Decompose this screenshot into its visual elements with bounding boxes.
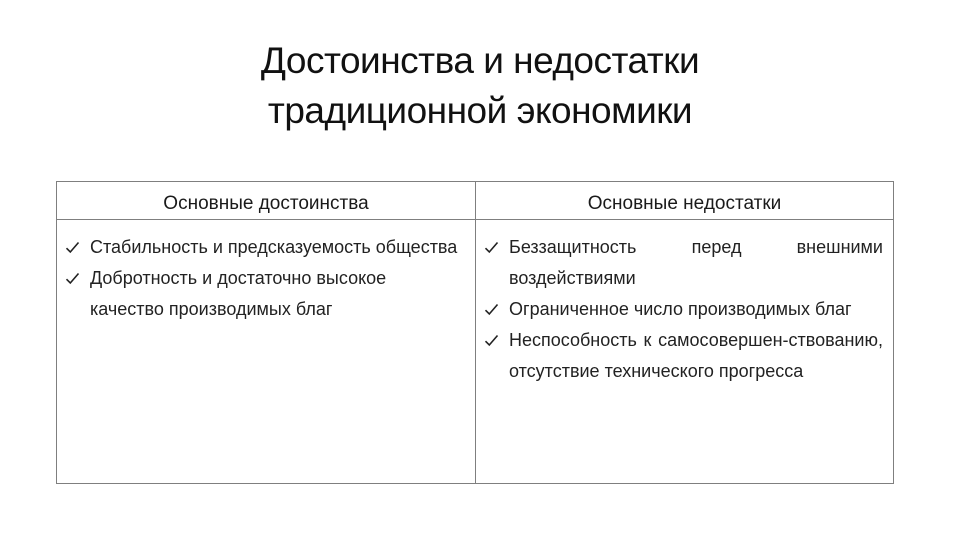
slide-title-line-1: Достоинства и недостатки [260,40,700,81]
disadvantage-text: Ограниченное число производимых благ [509,299,852,319]
disadvantages-cell [476,220,893,483]
advantages-cell [57,220,476,483]
disadvantages-list [484,232,883,387]
disadvantages-header: Основные недостатки [476,182,893,220]
advantages-header: Основные достоинства [57,182,476,220]
slide-title-line-2: традиционной экономики [267,90,693,131]
advantage-text: Стабильность и предсказуемость общества [90,237,458,257]
list-item [484,325,883,387]
checkmark-icon [65,263,83,294]
advantages-list [65,232,465,325]
list-item [65,232,465,263]
slide-title [0,36,960,136]
advantage-text: Добротность и достаточно высокое качество производимых благ [90,268,387,319]
disadvantage-text: Беззащитность перед внешними воздействиями [509,237,883,288]
comparison-table [56,181,894,484]
checkmark-icon [484,294,502,325]
disadvantage-text: Неспособность к самосовершен-ствованию, отсутствие технического прогресса [509,330,883,381]
list-item [484,294,883,325]
list-item [484,232,883,294]
list-item [65,263,465,325]
checkmark-icon [484,325,502,356]
checkmark-icon [65,232,83,263]
checkmark-icon [484,232,502,263]
